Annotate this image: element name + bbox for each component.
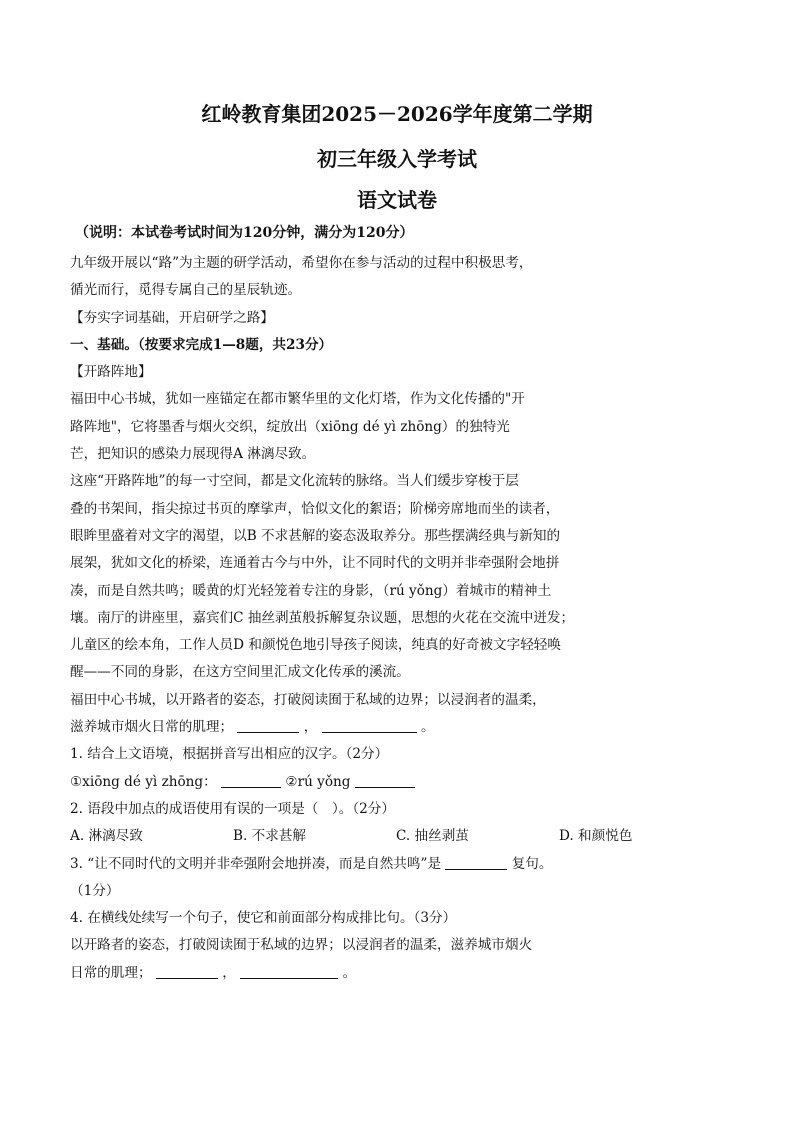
question-1-stem: 1. 结合上文语境，根据拼音写出相应的汉字。（2分） [70,746,389,763]
punct: 。 [421,719,435,736]
passage-line: 展架，犹如文化的桥梁，连通着古今与中外，让不同时代的文明并非牵强附会地拼 [70,555,560,572]
answer-blank[interactable] [221,771,281,788]
question-2-options [70,823,750,850]
answer-blank[interactable] [237,716,299,733]
exam-grade-title: 初三年级入学考试 [317,147,477,171]
intro-line: 循光而行，觅得专属自己的星辰轨迹。 [70,282,302,299]
exam-body [70,250,750,987]
q3-stem-text: 3. “让不同时代的文明并非牵强附会地拼凑，而是自然共鸣”是 [70,855,442,872]
answer-blank[interactable] [445,853,507,870]
section-heading: 一、基础。（按要求完成1—8题，共23分） [70,336,333,353]
passage-line: 凑，而是自然共鸣；暖黄的灯光轻笼着专注的身影，（rú yǒng）着城市的精神土 [70,582,552,599]
answer-blank[interactable] [240,962,338,979]
q1-b-label: ②rú yǒng [285,773,351,790]
intro-line: 九年级开展以“路”为主题的研学活动，希望你在参与活动的过程中积极思考， [70,255,533,271]
question-2-stem: 2. 语段中加点的成语使用有误的一项是（ ）。（2分） [70,800,395,817]
passage-line: 眼眸里盛着对文字的渴望，以B 不求甚解的姿态汲取养分。那些摆满经典与新知的 [70,527,561,544]
punct: 。 [342,964,357,981]
subsection-tag: 【开路阵地】 [70,364,152,381]
passage-line: 这座“开路阵地”的每一寸空间，都是文化流转的脉络。当人们缓步穿梭于层 [70,473,519,490]
section-tag: 【夯实字词基础，开启研学之路】 [70,309,274,326]
passage-line: 壤。南厅的讲座里，嘉宾们C 抽丝剥茧般拆解复杂议题，思想的火花在交流中迸发； [70,609,575,626]
passage-line: 福田中心书城，以开路者的姿态，打破阅读囿于私域的边界；以浸润者的温柔， [70,691,546,708]
question-1-answers [70,769,750,796]
answer-blank[interactable] [156,962,218,979]
question-4-stem: 4. 在横线处续写一个句子，使它和前面部分构成排比句。（3分） [70,910,457,927]
passage-line: 醒——不同的身影，在这方空间里汇成文化传承的溪流。 [70,664,410,681]
question-3-score: （1分） [70,882,120,899]
passage-line: 叠的书架间，指尖掠过书页的摩挲声，恰似文化的絮语；阶梯旁席地而坐的读者， [70,500,560,517]
passage-text: 滋养城市烟火日常的肌理； [70,719,234,736]
question-4-text [70,960,750,987]
passage-line: 福田中心书城，犹如一座锚定在都市繁华里的文化灯塔，作为文化传播的"开 [70,391,525,408]
exam-note: （说明：本试卷考试时间为120分钟，满分为120分） [75,225,414,241]
q4-text: 日常的肌理； [70,964,152,981]
passage-line: 路阵地"，它将墨香与烟火交织，绽放出（xiōng dé yì zhōng）的独特光 [70,418,510,435]
punct: ， [303,719,318,736]
question-3-stem [70,851,750,878]
option-d[interactable]: D. 和颜悦色 [559,828,633,845]
answer-blank[interactable] [355,771,415,788]
exam-subject-title: 语文试卷 [357,188,437,212]
option-c[interactable]: C. 抽丝剥茧 [396,828,469,845]
option-b[interactable]: B. 不求甚解 [233,828,307,845]
q3-stem-text: 复句。 [511,855,553,872]
passage-line [70,714,750,741]
punct: ， [222,964,236,981]
q1-a-label: ①xiōng dé yì zhōng： [70,773,217,790]
exam-title: 红岭教育集团2025－2026学年度第二学期 [201,102,593,126]
answer-blank[interactable] [322,716,417,733]
passage-line: 芒，把知识的感染力展现得A 淋漓尽致。 [70,446,316,463]
question-4-text: 以开路者的姿态，打破阅读囿于私域的边界；以浸润者的温柔，滋养城市烟火 [70,937,533,954]
option-a[interactable]: A. 淋漓尽致 [70,828,143,845]
passage-line: 儿童区的绘本角，工作人员D 和颜悦色地引导孩子阅读，纯真的好奇被文字轻轻唤 [70,637,561,654]
